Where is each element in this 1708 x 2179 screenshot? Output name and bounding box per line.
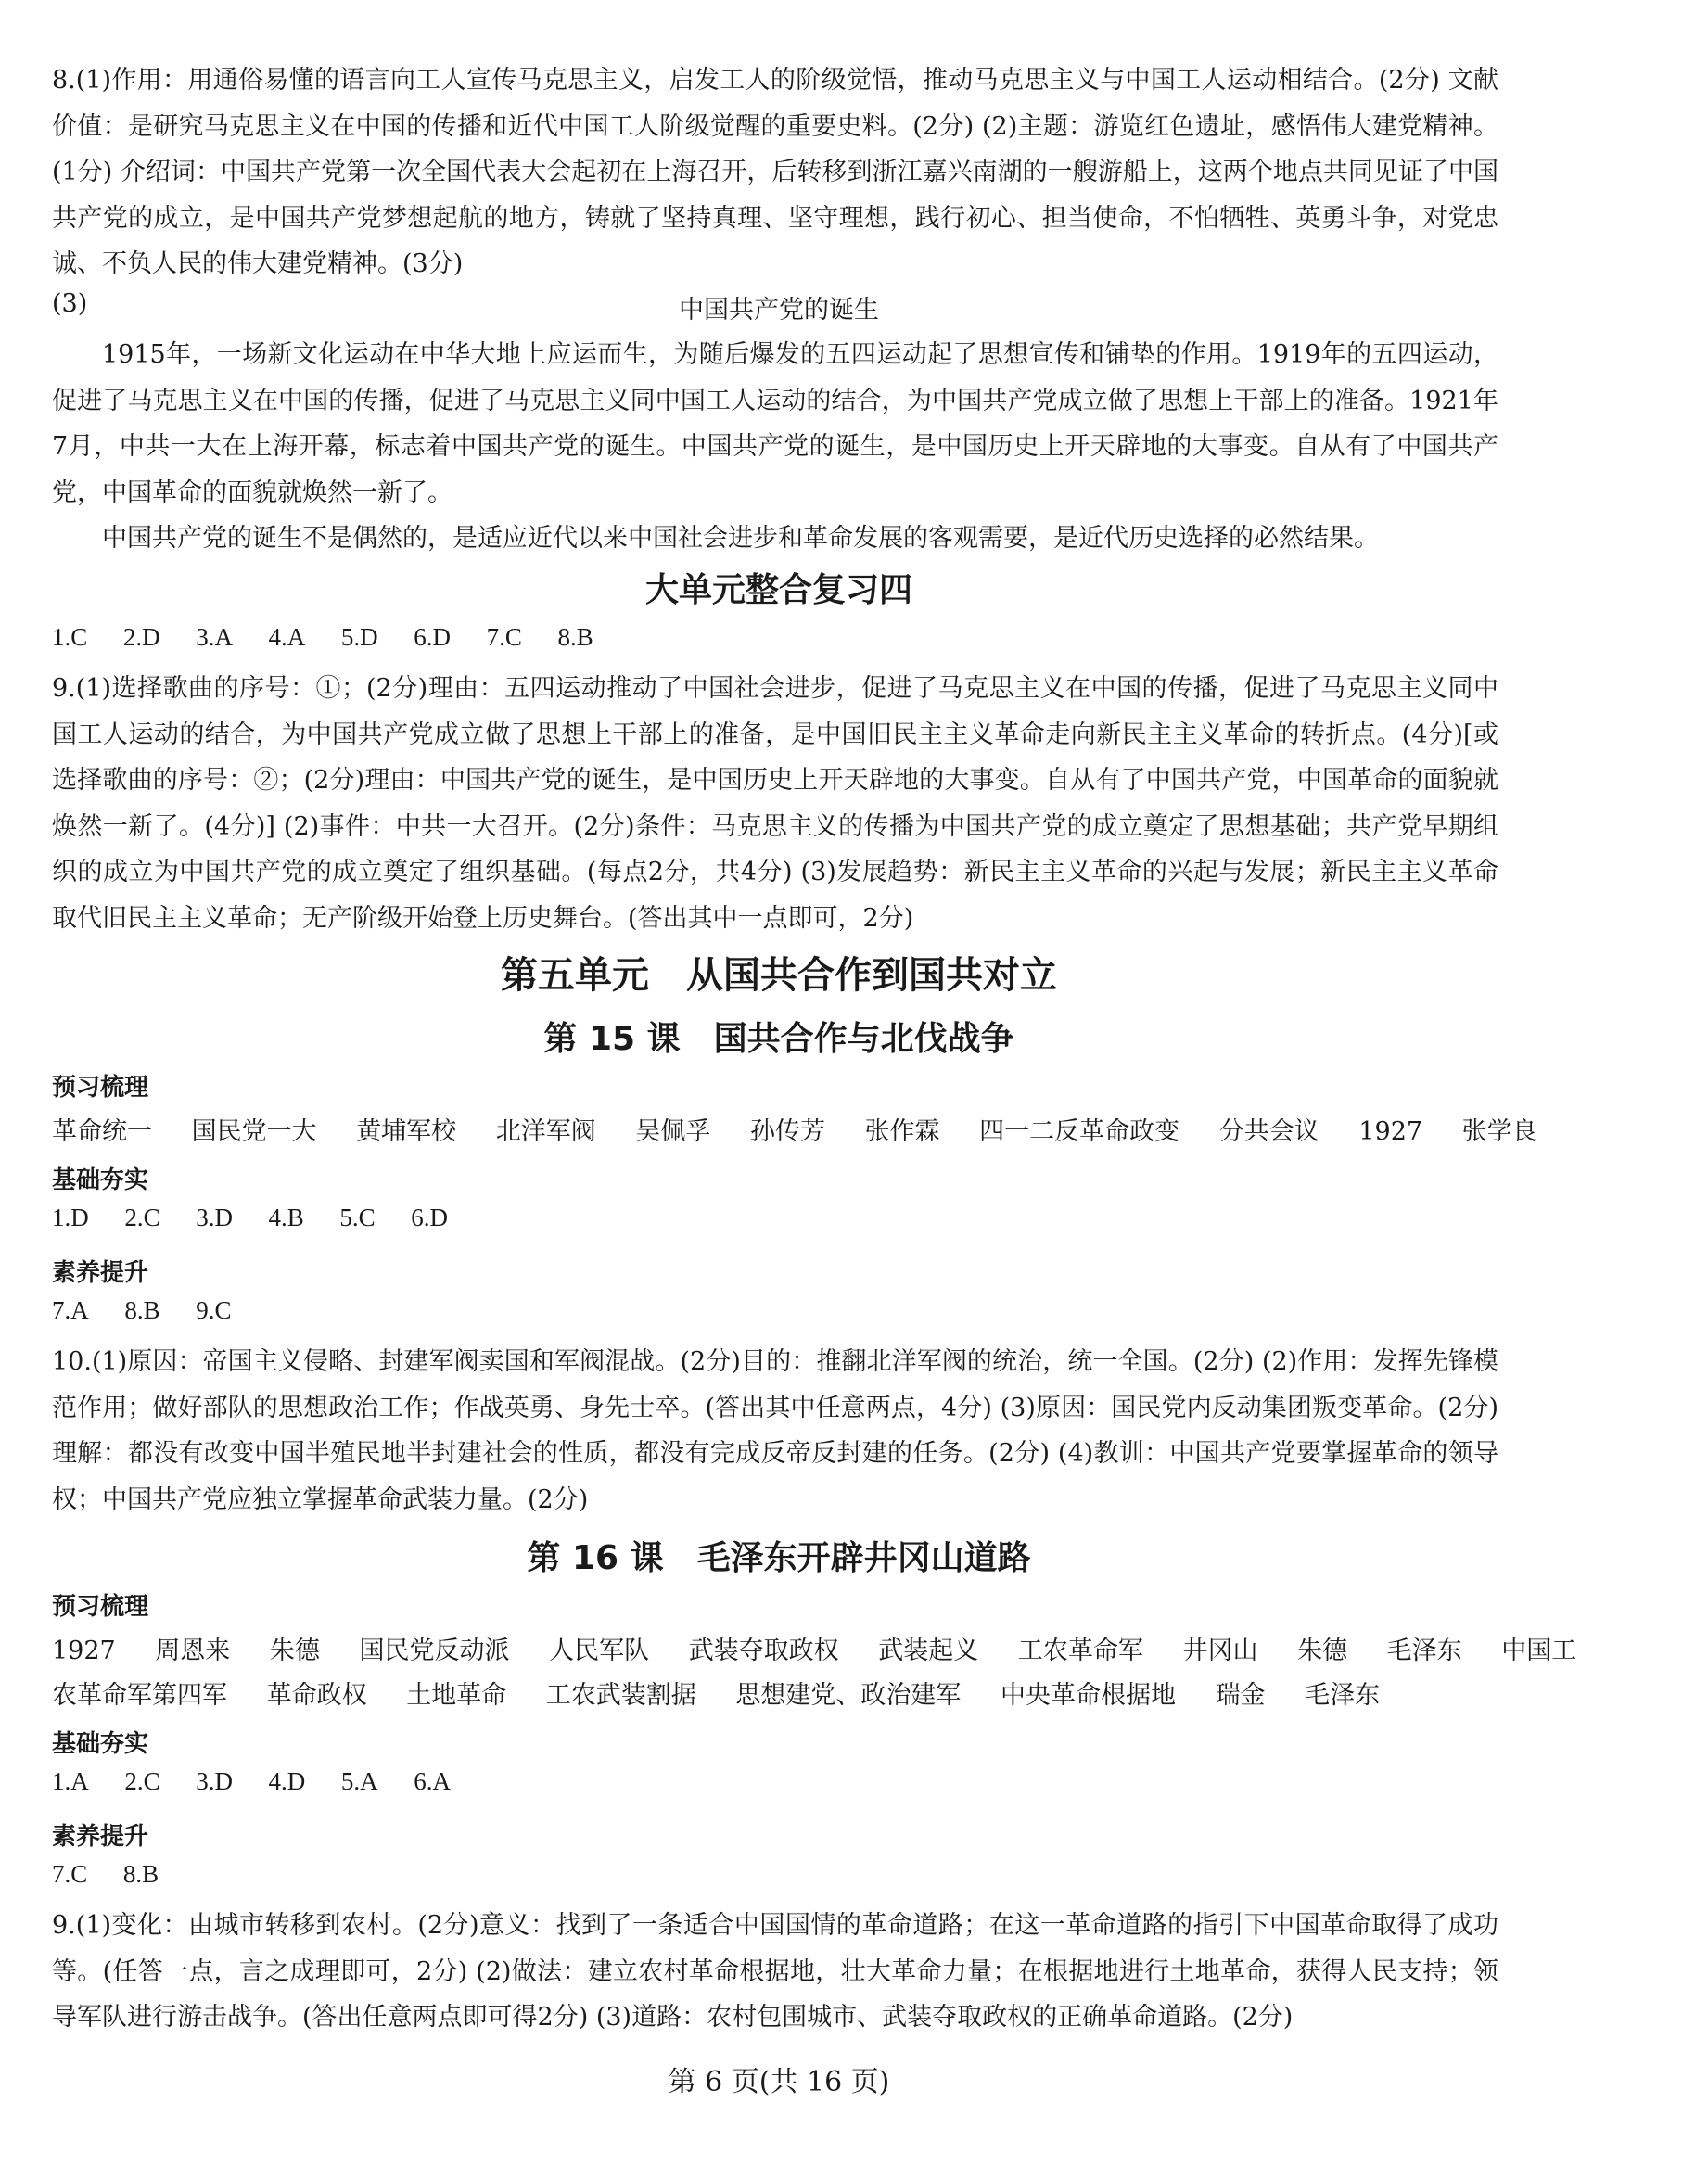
keyword: 毛泽东 — [1386, 1637, 1462, 1665]
answer-item: 5.D — [340, 623, 378, 651]
keyword: 张作霖 — [864, 1117, 940, 1146]
lesson15-improve-label: 素养提升 — [52, 1259, 149, 1287]
lesson16-title: 第 16 课 毛泽东开辟井冈山道路 — [527, 1539, 1031, 1577]
answer-item: 2.C — [124, 1767, 160, 1795]
keyword: 工农革命军 — [1017, 1637, 1143, 1665]
keyword: 1927 — [52, 1637, 116, 1665]
essay-title: 中国共产党的诞生 — [679, 296, 879, 325]
answer-item: 8.B — [557, 623, 593, 651]
lesson15-improve-answers — [52, 1296, 1498, 1325]
review4-title: 大单元整合复习四 — [644, 571, 912, 609]
answer-item: 7.A — [52, 1296, 89, 1324]
lesson15-title: 第 15 课 国共合作与北伐战争 — [543, 1020, 1014, 1058]
answer-item: 4.A — [268, 623, 306, 651]
answer-item: 4.D — [268, 1767, 306, 1795]
answer-item: 6.D — [414, 623, 451, 651]
lesson16-preview-label: 预习梳理 — [52, 1593, 149, 1621]
keyword: 四一二反革命政变 — [979, 1117, 1180, 1146]
answer-item: 3.D — [196, 1767, 233, 1795]
page-number: 第 6 页(共 16 页) — [668, 2066, 890, 2098]
lesson15-q10-answer: 10.(1)原因：帝国主义侵略、封建军阀卖国和军阀混战。(2分)目的：推翻北洋军阀的统治，统一全国。(2分) (2)作用：发挥先锋模范作用；做好部队的思想政治工作；作战英勇、身先士卒。(答出其中任意两点，4分) (3)原因：国民党内反动集团叛变革命。(2分)理解：都没有改变中国半殖民地半封建社会的性质，都没有完成反帝反封建的任务。(2分) (4)教训：中国共产党要掌握革命的领导权；中国共产党应独立掌握革命武装力量。(2分) — [52, 1347, 1498, 1514]
answer-item: 6.A — [414, 1767, 451, 1795]
answer-item: 9.C — [196, 1296, 232, 1324]
review4-q9-answer: 9.(1)选择歌曲的序号：①；(2分)理由：五四运动推动了中国社会进步，促进了马克思主义在中国的传播，促进了马克思主义同中国工人运动的结合，为中国共产党成立做了思想上干部上的准备，是中国旧民主主义革命走向新民主主义革命的转折点。(4分)[或选择歌曲的序号：②；(2分)理由：中国共产党的诞生，是中国历史上开天辟地的大事变。自从有了中国共产党，中国革命的面貌就焕然一新了。(4分)] (2)事件：中共一大召开。(2分)条件：马克思主义的传播为中国共产党的成立奠定了思想基础；共产党早期组织的成立为中国共产党的成立奠定了组织基础。(每点2分，共4分) (3)发展趋势：新民主主义革命的兴起与发展；新民主主义革命取代旧民主主义革命；无产阶级开始登上历史舞台。(答出其中一点即可，2分) — [52, 674, 1498, 933]
keyword: 毛泽东 — [1305, 1681, 1381, 1710]
answer-item: 1.D — [52, 1204, 89, 1231]
keyword: 农革命军第四军 — [52, 1681, 227, 1710]
keyword: 土地革命 — [406, 1681, 507, 1710]
lesson16-basic-answers — [52, 1767, 1498, 1796]
keyword: 孙传芳 — [749, 1117, 825, 1146]
keyword: 武装夺取政权 — [688, 1637, 839, 1665]
keyword: 瑞金 — [1215, 1681, 1266, 1710]
keyword: 革命统一 — [52, 1117, 152, 1146]
lesson16-preview-words-line1 — [52, 1630, 1577, 1666]
lesson16-basic-label: 基础夯实 — [52, 1730, 149, 1758]
answer-item: 1.C — [52, 623, 88, 651]
essay-paragraph-2: 中国共产党的诞生不是偶然的，是适应近代以来中国社会进步和革命发展的客观需要，是近代历史选择的必然结果。 — [102, 524, 1379, 553]
keyword: 中央革命根据地 — [1000, 1681, 1176, 1710]
answer-item: 5.A — [340, 1767, 378, 1795]
lesson15-basic-label: 基础夯实 — [52, 1166, 149, 1194]
answer-item: 8.B — [122, 1860, 159, 1888]
keyword: 张学良 — [1461, 1117, 1537, 1146]
keyword: 1927 — [1358, 1117, 1423, 1146]
keyword: 中国工 — [1501, 1637, 1577, 1665]
answer-item: 2.C — [124, 1204, 160, 1231]
keyword: 井冈山 — [1182, 1637, 1258, 1665]
lesson15-preview-words — [52, 1111, 1537, 1147]
keyword: 朱德 — [1297, 1637, 1348, 1665]
unit5-title: 第五单元 从国共合作到国共对立 — [501, 954, 1057, 997]
lesson16-preview-words-line2 — [52, 1675, 1498, 1711]
lesson15-preview-label: 预习梳理 — [52, 1074, 149, 1102]
answer-item: 4.B — [268, 1204, 304, 1231]
answer-item: 7.C — [52, 1860, 88, 1888]
keyword: 黄埔军校 — [356, 1117, 457, 1146]
keyword: 周恩来 — [155, 1637, 231, 1665]
answer-item: 7.C — [486, 623, 522, 651]
keyword: 分共会议 — [1218, 1117, 1319, 1146]
keyword: 朱德 — [269, 1637, 320, 1665]
lesson15-basic-answers — [52, 1204, 1498, 1232]
lesson16-improve-answers — [52, 1860, 1498, 1889]
keyword: 思想建党、政治建军 — [735, 1681, 962, 1710]
answer-item: 2.D — [122, 623, 160, 651]
keyword: 吴佩孚 — [635, 1117, 711, 1146]
keyword: 北洋军阀 — [495, 1117, 596, 1146]
keyword: 国民党反动派 — [359, 1637, 510, 1665]
lesson16-improve-label: 素养提升 — [52, 1823, 149, 1851]
keyword: 武装起义 — [878, 1637, 979, 1665]
q8-part3-label: (3) — [52, 289, 88, 318]
keyword: 革命政权 — [266, 1681, 367, 1710]
keyword: 人民军队 — [549, 1637, 650, 1665]
answer-item: 5.C — [339, 1204, 376, 1231]
answer-item: 3.D — [196, 1204, 233, 1231]
essay-paragraph-1: 1915年，一场新文化运动在中华大地上应运而生，为随后爆发的五四运动起了思想宣传和铺垫的作用。1919年的五四运动，促进了马克思主义在中国的传播，促进了马克思主义同中国工人运动的结合，为中国共产党成立做了思想上干部上的准备。1921年7月，中共一大在上海开幕，标志着中国共产党的诞生。中国共产党的诞生，是中国历史上开天辟地的大事变。自从有了中国共产党，中国革命的面貌就焕然一新了。 — [52, 340, 1498, 507]
review4-choice-answers — [52, 623, 1498, 652]
q8-answer: 8.(1)作用：用通俗易懂的语言向工人宣传马克思主义，启发工人的阶级觉悟，推动马克思主义与中国工人运动相结合。(2分) 文献价值：是研究马克思主义在中国的传播和近代中国工人阶级觉醒的重要史料。(2分) (2)主题：游览红色遗址，感悟伟大建党精神。(1分) 介绍词：中国共产党第一次全国代表大会起初在上海召开，后转移到浙江嘉兴南湖的一艘游船上，这两个地点共同见证了中国共产党的成立，是中国共产党梦想起航的地方，铸就了坚持真理、坚守理想，践行初心、担当使命，不怕牺牲、英勇斗争，对党忠诚、不负人民的伟大建党精神。(3分) — [52, 66, 1498, 278]
lesson16-q9-answer: 9.(1)变化：由城市转移到农村。(2分)意义：找到了一条适合中国国情的革命道路；在这一革命道路的指引下中国革命取得了成功等。(任答一点，言之成理即可，2分) (2)做法：建立农村革命根据地，壮大革命力量；在根据地进行土地革命，获得人民支持；领导军队进行游击战争。(答出任意两点即可得2分) (3)道路：农村包围城市、武装夺取政权的正确革命道路。(2分) — [52, 1911, 1498, 2032]
keyword: 国民党一大 — [191, 1117, 317, 1146]
keyword: 工农武装割据 — [545, 1681, 696, 1710]
answer-item: 3.A — [196, 623, 233, 651]
answer-item: 1.A — [52, 1767, 89, 1795]
answer-item: 6.D — [411, 1204, 449, 1231]
answer-item: 8.B — [124, 1296, 160, 1324]
